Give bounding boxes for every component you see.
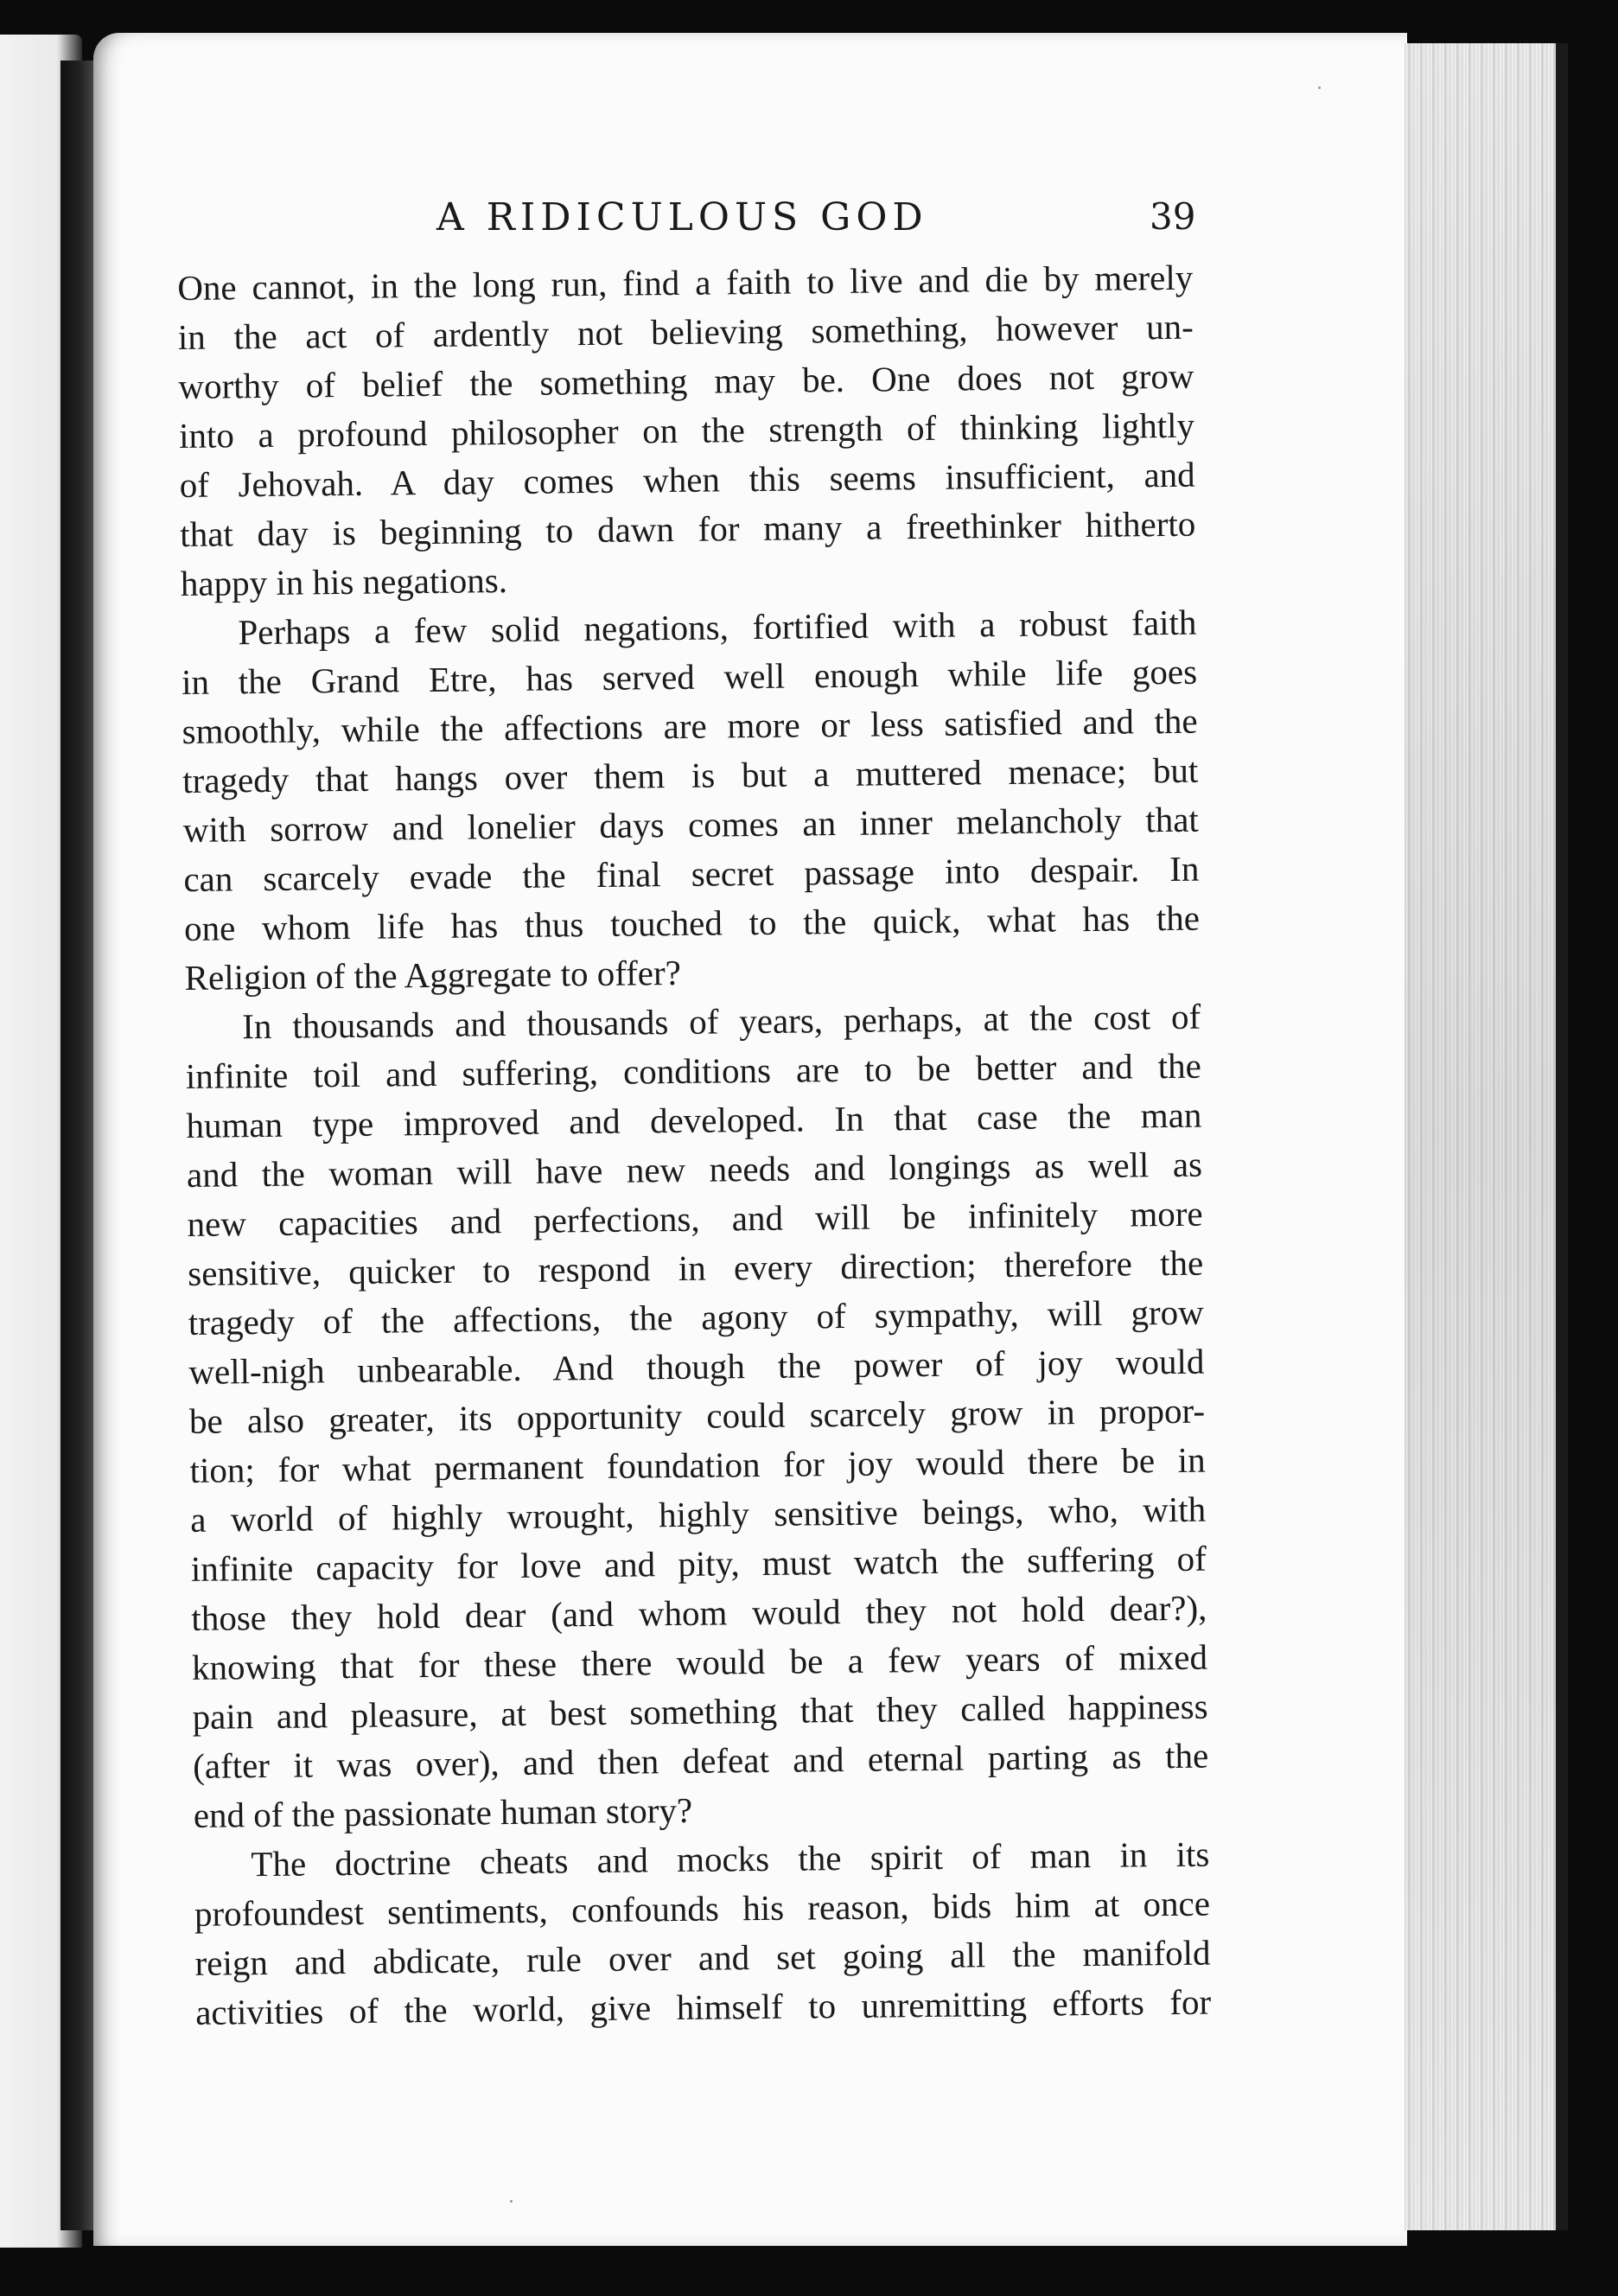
text-line: One cannot, in the long run, find a faith to live and die by merely xyxy=(177,257,1194,308)
text-line: In thousands and thousands of years, perhaps, at the cost of xyxy=(242,996,1201,1047)
text-line: that day is beginning to dawn for many a freethinker hitherto xyxy=(180,503,1196,554)
text-line: well-nigh unbearable. And though the power of joy would xyxy=(188,1341,1205,1392)
text-line: and the woman will have new needs and longings as well as xyxy=(186,1144,1203,1195)
text-line: tragedy of the affections, the agony of sympathy, will grow xyxy=(188,1292,1205,1343)
text-line: into a profound philosopher on the strength of thinking lightly xyxy=(178,405,1195,456)
text-line: infinite capacity for love and pity, must watch the suffering of xyxy=(190,1538,1207,1589)
text-line: a world of highly wrought, highly sensitive beings, who, with xyxy=(189,1489,1207,1540)
text-line: tion; for what permanent foundation for joy would there be in xyxy=(189,1439,1206,1490)
text-line: profoundest sentiments, confounds his reason, bids him at once xyxy=(194,1883,1211,1934)
text-line: tragedy that hangs over them is but a muttered menace; but xyxy=(182,749,1199,800)
body-text xyxy=(177,253,1211,2038)
text-line: The doctrine cheats and mocks the spirit of man in its xyxy=(251,1834,1210,1885)
page-block-edges xyxy=(1405,43,1568,2230)
text-line: one whom life has thus touched to the quick, what has the xyxy=(183,897,1201,948)
text-line: end of the passionate human story? xyxy=(193,1789,693,1835)
text-line: new capacities and perfections, and will be infinitely more xyxy=(187,1193,1203,1244)
text-line: Religion of the Aggregate to offer? xyxy=(184,952,682,998)
text-line: of Jehovah. A day comes when this seems insufficient, and xyxy=(179,454,1195,505)
text-line: (after it was over), and then defeat and eternal parting as the xyxy=(192,1735,1209,1786)
text-line: in the act of ardently not believing something, however un- xyxy=(177,306,1194,357)
text-line: worthy of belief the something may be. One does not grow xyxy=(178,355,1194,406)
text-line: happy in his negations. xyxy=(180,560,508,603)
text-line: knowing that for these there would be a few years of mixed xyxy=(191,1636,1208,1687)
running-head xyxy=(436,195,1214,247)
text-line: reign and abdicate, rule over and set going all the manifold xyxy=(194,1932,1211,1983)
running-head-title: A RIDICULOUS GOD xyxy=(436,195,928,239)
paper-speck xyxy=(1318,86,1321,89)
text-line: activities of the world, give himself to unremitting efforts for xyxy=(194,1981,1212,2032)
text-line: can scarcely evade the final secret passage into despair. In xyxy=(183,848,1200,899)
text-line: infinite toil and suffering, conditions are to be better and the xyxy=(185,1045,1202,1096)
text-line: pain and pleasure, at best something that they called happiness xyxy=(192,1686,1208,1737)
text-line: Perhaps a few solid negations, fortified with a robust faith xyxy=(238,602,1197,653)
text-line: with sorrow and lonelier days comes an inner melancholy that xyxy=(182,799,1200,850)
text-line: human type improved and developed. In that case the man xyxy=(186,1094,1202,1145)
text-line: sensitive, quicker to respond in every direction; therefore the xyxy=(187,1242,1204,1293)
text-line: smoothly, while the affections are more or less satisfied and the xyxy=(182,700,1198,751)
page-number: 39 xyxy=(1150,195,1196,238)
text-line: be also greater, its opportunity could scarcely grow in propor- xyxy=(188,1390,1206,1441)
text-line: those they hold dear (and whom would they not hold dear?), xyxy=(191,1587,1207,1638)
paper-speck xyxy=(510,2200,513,2203)
text-line: in the Grand Etre, has served well enough while life goes xyxy=(181,651,1198,702)
